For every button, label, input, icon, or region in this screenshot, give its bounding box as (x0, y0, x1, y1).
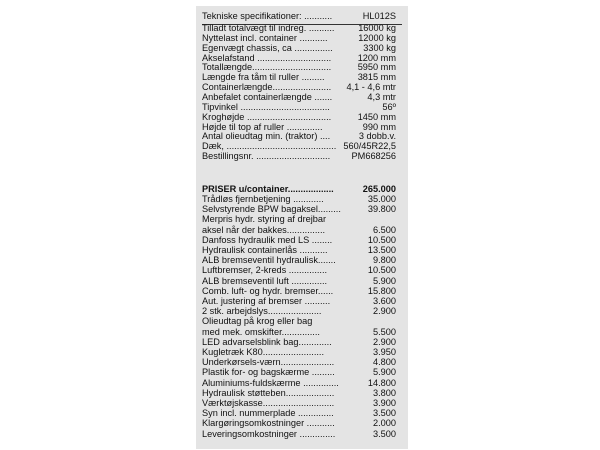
spec-value: 3300 kg (363, 42, 396, 53)
spec-value: 4,3 mtr (367, 92, 396, 103)
price-value: 3.800 (373, 387, 396, 398)
spec-value: 560/45R22,5 (343, 141, 396, 152)
price-value: 10.500 (367, 234, 396, 245)
price-value: 3.500 (373, 428, 396, 439)
spec-label: Højde til top af ruller .............. (202, 121, 323, 132)
price-label: Trådløs fjernbetjening ............ (202, 194, 324, 204)
spec-row (202, 150, 400, 162)
price-value: 14.800 (367, 377, 396, 388)
price-value: 4.800 (373, 357, 396, 368)
spec-label: Antal olieudtag min. (traktor) .... (202, 131, 331, 142)
price-label: Syn incl. nummerplade .............. (202, 408, 334, 419)
spec-label: Akselafstand ............................. (202, 52, 332, 63)
prices-header-label: PRISER u/container.................. (202, 184, 334, 194)
price-value: 39.800 (367, 204, 396, 215)
spec-label: Tilladt totalvægt til indreg. .......... (202, 23, 335, 33)
spec-label: Kroghøjde ................................. (202, 111, 332, 122)
price-label: Leveringsomkostninger .............. (202, 428, 336, 439)
price-value: 3.600 (373, 296, 396, 306)
spec-label: Nyttelast incl. container ........... (202, 32, 328, 43)
price-label: Hydraulisk støtteben................... (202, 387, 335, 398)
model-code: HL012S (362, 11, 396, 21)
spec-value: 56º (382, 101, 396, 112)
spec-label: Længde fra tåm til ruller ......... (202, 72, 325, 83)
price-row (202, 428, 400, 440)
spec-label: Totallængde............................... (202, 62, 332, 73)
price-value: 5.500 (373, 326, 396, 337)
price-label: Underkørsels-værn..................... (202, 357, 335, 368)
price-value: 2.900 (373, 336, 396, 347)
spec-value: 4,1 - 4,6 mtr (346, 82, 396, 93)
spec-value: 3815 mm (357, 72, 396, 83)
spec-sheet (196, 6, 408, 449)
price-label: Danfoss hydraulik med LS ........ (202, 234, 333, 245)
price-label: Olieudtag på krog eller bag (202, 316, 313, 327)
price-value: 3.500 (373, 408, 396, 419)
spec-label: Anbefalet containerlængde ....... (202, 92, 333, 103)
spec-label: Bestillingsnr. ............................. (202, 151, 331, 162)
price-label: Værktøjskasse............................ (202, 398, 335, 408)
price-label: ALB bremseventil luft .............. (202, 275, 328, 286)
spec-value: 990 mm (362, 121, 396, 132)
price-value: 6.500 (373, 224, 396, 235)
price-label: Aluminiums-fuldskærme .............. (202, 377, 339, 388)
spec-value: 5950 mm (357, 62, 396, 73)
spec-label: Containerlængde....................... (202, 82, 332, 93)
price-label: Hydraulisk containerlås ........... (202, 245, 328, 255)
price-value: 3.900 (373, 398, 396, 408)
price-label: Kugletræk K80........................ (202, 347, 325, 357)
spec-header-label: Tekniske specifikationer: ........... (202, 11, 333, 21)
price-label: ALB bremseventil hydraulisk....... (202, 255, 336, 266)
price-value: 13.500 (367, 245, 396, 255)
price-label: 2 stk. arbejdslys..................... (202, 306, 322, 317)
price-value: 5.900 (373, 275, 396, 286)
spec-value: 12000 kg (358, 32, 396, 43)
price-label: LED advarselsblink bag............. (202, 336, 332, 347)
price-label: Klargøringsomkostninger ........... (202, 418, 335, 429)
price-value: 15.800 (367, 285, 396, 296)
spec-label: Tipvinkel ................................... (202, 101, 330, 112)
price-label: Luftbremser, 2-kreds ............... (202, 265, 328, 276)
price-value: 5.900 (373, 367, 396, 378)
spec-value: 3 dobb.v. (358, 131, 396, 142)
price-label: Selvstyrende BPW bagaksel......... (202, 204, 341, 215)
price-value: 35.000 (367, 194, 396, 204)
price-value: 9.800 (373, 255, 396, 266)
price-label: aksel når der bakkes............... (202, 224, 326, 235)
spec-value: PM668256 (351, 151, 396, 162)
price-label: Merpris hydr. styring af drejbar (202, 214, 327, 225)
spec-header (202, 10, 400, 22)
spec-value: 16000 kg (358, 23, 396, 33)
price-value: 2.000 (373, 418, 396, 429)
price-value: 3.950 (373, 347, 396, 357)
spec-label: Egenvægt chassis, ca ............... (202, 42, 333, 53)
spec-value: 1450 mm (357, 111, 396, 122)
price-label: Comb. luft- og hydr. bremser...... (202, 285, 334, 296)
price-label: med mek. omskifter............... (202, 326, 320, 337)
spec-value: 1200 mm (357, 52, 396, 63)
price-value: 2.900 (373, 306, 396, 317)
base-price: 265.000 (362, 184, 396, 194)
spec-label: Dæk, ........................................... (202, 141, 337, 152)
price-label: Plastik for- og bagskærme ......... (202, 367, 335, 378)
price-value: 10.500 (367, 265, 396, 276)
price-label: Aut. justering af bremser .......... (202, 296, 331, 306)
